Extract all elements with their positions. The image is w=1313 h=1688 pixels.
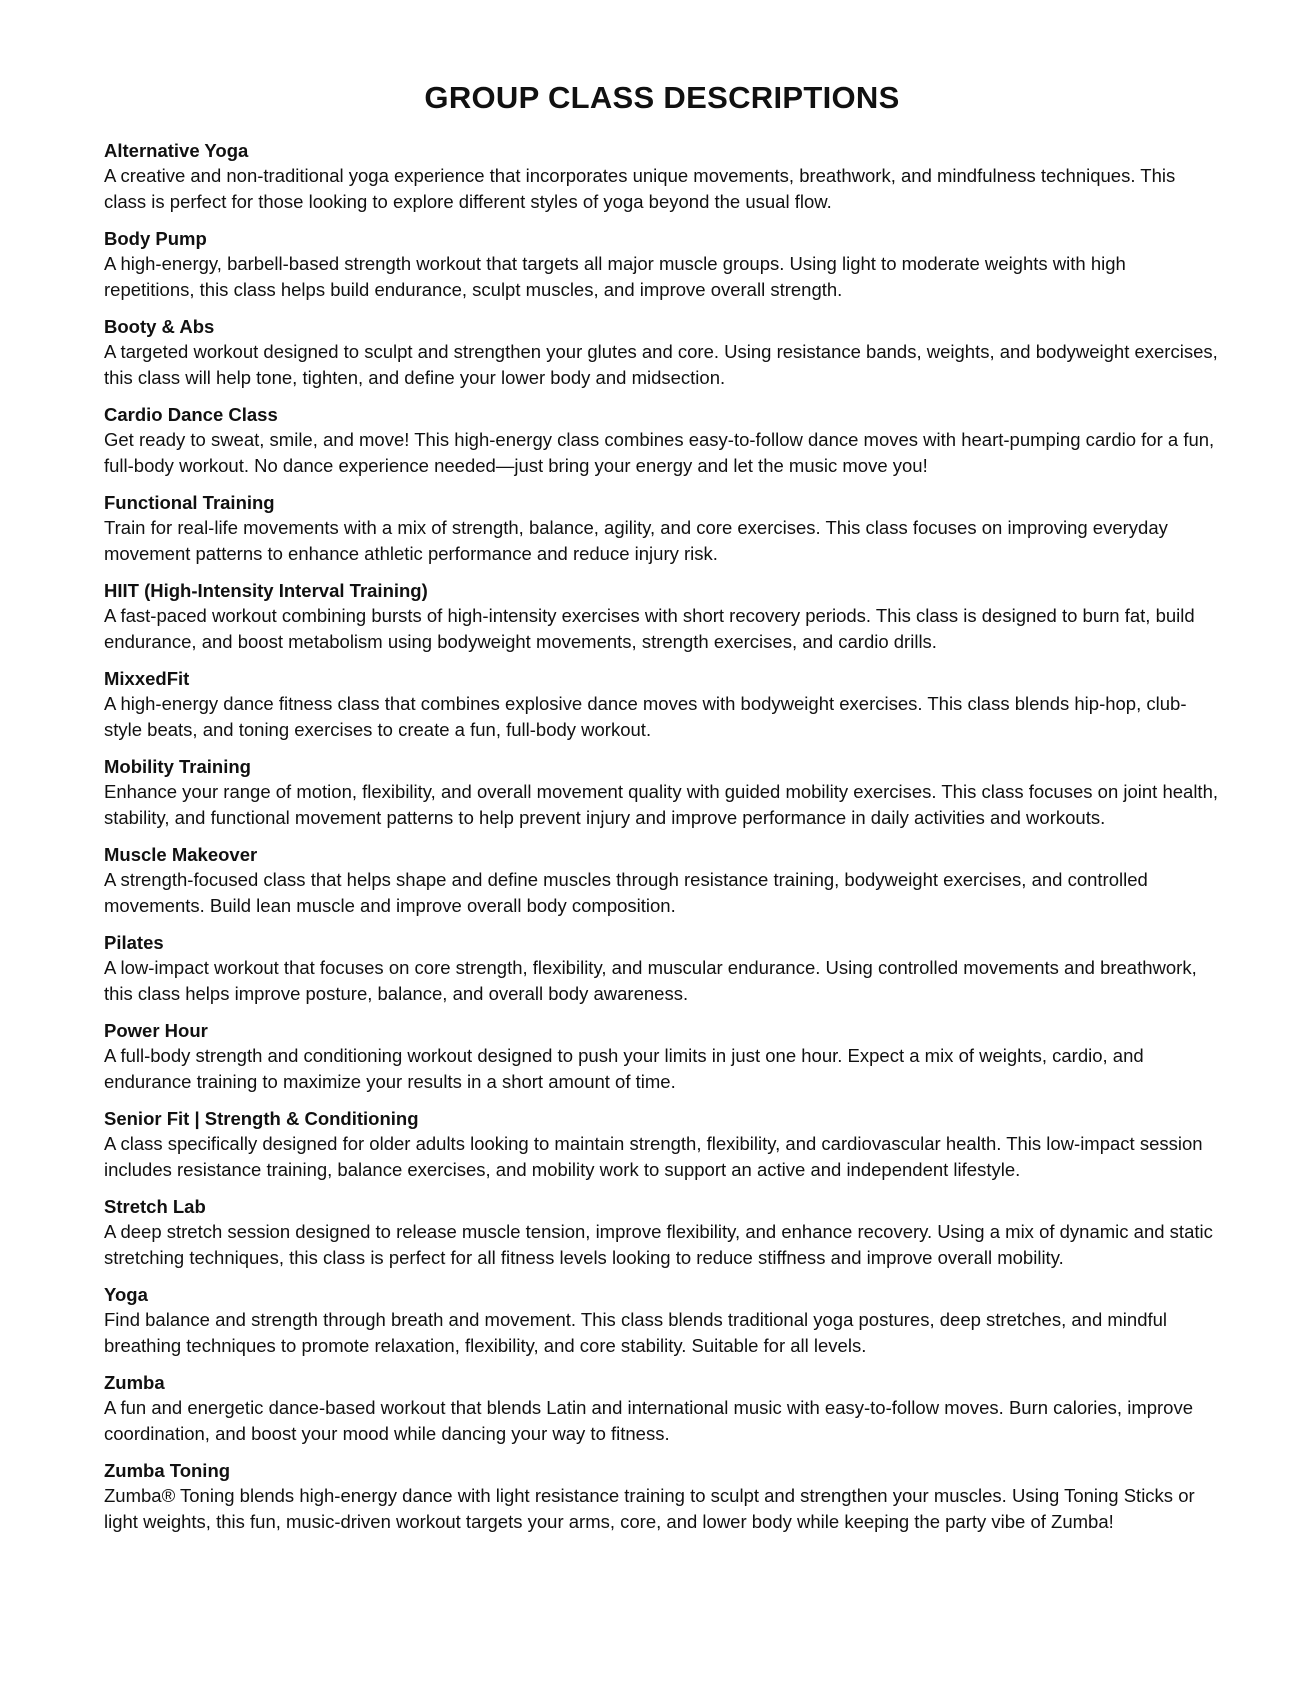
- class-name: Power Hour: [104, 1020, 208, 1041]
- class-description: A fun and energetic dance-based workout that blends Latin and international music with easy-to-follow moves. Burn calories, improve coordination, and boost your mood while dancing your way to fitness.: [104, 1397, 1194, 1444]
- class-description: A fast-paced workout combining bursts of high-intensity exercises with short recovery periods. This class is designed to burn fat, build endurance, and boost metabolism using bodyweight movements, strength exercises, and cardio drills.: [104, 605, 1195, 652]
- class-name: Mobility Training: [104, 756, 251, 777]
- class-entry-functional-training: [104, 490, 1220, 566]
- class-name: Stretch Lab: [104, 1196, 206, 1217]
- class-name: Zumba Toning: [104, 1460, 231, 1481]
- class-entry-cardio-dance: [104, 402, 1220, 478]
- class-description: Get ready to sweat, smile, and move! This high-energy class combines easy-to-follow dance moves with heart-pumping cardio for a fun, full-body workout. No dance experience needed—just bring your energy and let the music move you!: [104, 429, 1215, 476]
- class-entry-power-hour: [104, 1018, 1220, 1094]
- class-description: A creative and non-traditional yoga experience that incorporates unique movements, breathwork, and mindfulness techniques. This class is perfect for those looking to explore different styles of yoga beyond the usual flow.: [104, 165, 1176, 212]
- class-entry-mobility-training: [104, 754, 1220, 830]
- class-description: A full-body strength and conditioning workout designed to push your limits in just one hour. Expect a mix of weights, cardio, and endurance training to maximize your results in a short amount of time.: [104, 1045, 1144, 1092]
- class-description: Zumba® Toning blends high-energy dance with light resistance training to sculpt and strengthen your muscles. Using Toning Sticks or light weights, this fun, music-driven workout targets your arms, core, and lower body while keeping the party vibe of Zumba!: [104, 1485, 1195, 1532]
- page-title: GROUP CLASS DESCRIPTIONS: [424, 80, 900, 115]
- class-description: A low-impact workout that focuses on core strength, flexibility, and muscular endurance. Using controlled movements and breathwork, this class helps improve posture, balance, and overall body awareness.: [104, 957, 1197, 1004]
- class-name: Zumba: [104, 1372, 165, 1393]
- class-entry-stretch-lab: [104, 1194, 1220, 1270]
- class-name: MixxedFit: [104, 668, 190, 689]
- class-entry-muscle-makeover: [104, 842, 1220, 918]
- class-name: Muscle Makeover: [104, 844, 258, 865]
- class-name: HIIT (High-Intensity Interval Training): [104, 580, 428, 601]
- class-entry-zumba-toning: [104, 1458, 1220, 1534]
- class-entry-hiit: [104, 578, 1220, 654]
- class-name: Cardio Dance Class: [104, 404, 278, 425]
- class-description: A strength-focused class that helps shape and define muscles through resistance training, bodyweight exercises, and controlled movements. Build lean muscle and improve overall body composition.: [104, 869, 1148, 916]
- class-name: Pilates: [104, 932, 164, 953]
- class-description: A class specifically designed for older adults looking to maintain strength, flexibility, and cardiovascular health. This low-impact session includes resistance training, balance exercises, and mobility work to support an active and independent lifestyle.: [104, 1133, 1203, 1180]
- class-description: Find balance and strength through breath and movement. This class blends traditional yoga postures, deep stretches, and mindful breathing techniques to promote relaxation, flexibility, and core stability. Suitable for all levels.: [104, 1309, 1168, 1356]
- class-entry-alternative-yoga: [104, 138, 1220, 214]
- class-entry-yoga: [104, 1282, 1220, 1358]
- class-entry-senior-fit: [104, 1106, 1220, 1182]
- class-description: A deep stretch session designed to release muscle tension, improve flexibility, and enhance recovery. Using a mix of dynamic and static stretching techniques, this class is perfect for all fitness levels looking to reduce stiffness and improve overall mobility.: [104, 1221, 1213, 1268]
- class-entry-zumba: [104, 1370, 1220, 1446]
- class-description: Train for real-life movements with a mix of strength, balance, agility, and core exercises. This class focuses on improving everyday movement patterns to enhance athletic performance and reduce injury risk.: [104, 517, 1168, 564]
- class-description: A high-energy, barbell-based strength workout that targets all major muscle groups. Using light to moderate weights with high repetitions, this class helps build endurance, sculpt muscles, and improve overall strength.: [104, 253, 1126, 300]
- class-name: Functional Training: [104, 492, 275, 513]
- class-description: Enhance your range of motion, flexibility, and overall movement quality with guided mobility exercises. This class focuses on joint health, stability, and functional movement patterns to help prevent injury and improve performance in daily activities and workouts.: [104, 781, 1218, 828]
- class-name: Alternative Yoga: [104, 140, 249, 161]
- document-page: [104, 78, 1220, 1546]
- class-name: Body Pump: [104, 228, 207, 249]
- class-entry-mixxedfit: [104, 666, 1220, 742]
- class-entry-body-pump: [104, 226, 1220, 302]
- class-name: Booty & Abs: [104, 316, 215, 337]
- class-entry-booty-abs: [104, 314, 1220, 390]
- class-name: Yoga: [104, 1284, 148, 1305]
- class-entry-pilates: [104, 930, 1220, 1006]
- class-description: A high-energy dance fitness class that combines explosive dance moves with bodyweight exercises. This class blends hip-hop, club-style beats, and toning exercises to create a fun, full-body workout.: [104, 693, 1187, 740]
- class-description: A targeted workout designed to sculpt and strengthen your glutes and core. Using resistance bands, weights, and bodyweight exercises, this class will help tone, tighten, and define your lower body and midsection.: [104, 341, 1218, 388]
- class-name: Senior Fit | Strength & Conditioning: [104, 1108, 419, 1129]
